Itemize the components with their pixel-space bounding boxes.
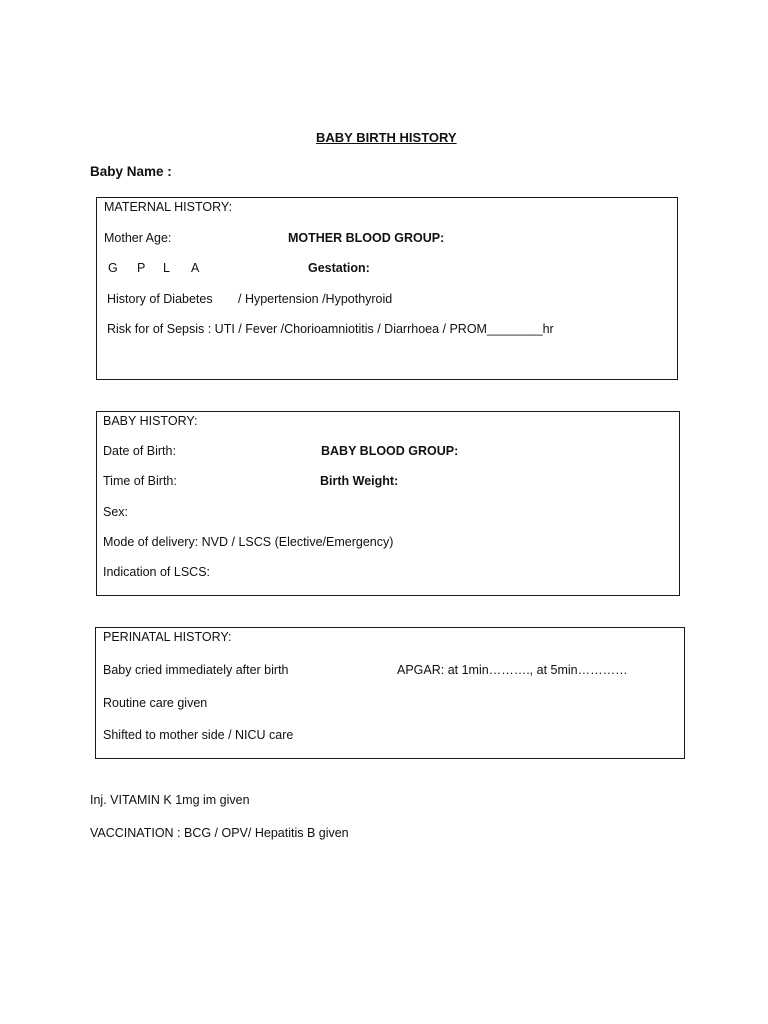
baby-history-heading: BABY HISTORY:: [103, 414, 198, 428]
sepsis-risk-label: Risk for of Sepsis : UTI / Fever /Chorioamniotitis / Diarrhoea / PROM________hr: [107, 322, 554, 336]
maternal-history-heading: MATERNAL HISTORY:: [104, 200, 233, 214]
gestation-label: Gestation:: [308, 261, 370, 275]
date-of-birth-label: Date of Birth:: [103, 444, 176, 458]
baby-cried-label: Baby cried immediately after birth: [103, 663, 289, 677]
gpla-g: G: [108, 261, 118, 275]
perinatal-history-heading: PERINATAL HISTORY:: [103, 630, 232, 644]
baby-blood-group-label: BABY BLOOD GROUP:: [321, 444, 459, 458]
diabetes-label: History of Diabetes: [107, 292, 213, 306]
vaccination-label: VACCINATION : BCG / OPV/ Hepatitis B given: [90, 826, 349, 840]
birth-weight-label: Birth Weight:: [320, 474, 399, 488]
routine-care-label: Routine care given: [103, 696, 208, 710]
mode-of-delivery-label: Mode of delivery: NVD / LSCS (Elective/Emergency): [103, 535, 394, 549]
mother-blood-group-label: MOTHER BLOOD GROUP:: [288, 231, 445, 245]
baby-name-label: Baby Name :: [90, 164, 172, 179]
vitamin-k-label: Inj. VITAMIN K 1mg im given: [90, 793, 250, 807]
gpla-p: P: [137, 261, 146, 275]
maternal-history-section: [96, 197, 678, 380]
gpla-l: L: [163, 261, 170, 275]
hypertension-label: / Hypertension /Hypothyroid: [238, 292, 393, 306]
indication-lscs-label: Indication of LSCS:: [103, 565, 211, 579]
time-of-birth-label: Time of Birth:: [103, 474, 177, 488]
apgar-label: APGAR: at 1min………., at 5min…………: [397, 663, 628, 677]
mother-age-label: Mother Age:: [104, 231, 172, 245]
page-title: BABY BIRTH HISTORY: [316, 130, 457, 145]
shifted-label: Shifted to mother side / NICU care: [103, 728, 294, 742]
sex-label: Sex:: [103, 505, 129, 519]
gpla-a: A: [191, 261, 200, 275]
